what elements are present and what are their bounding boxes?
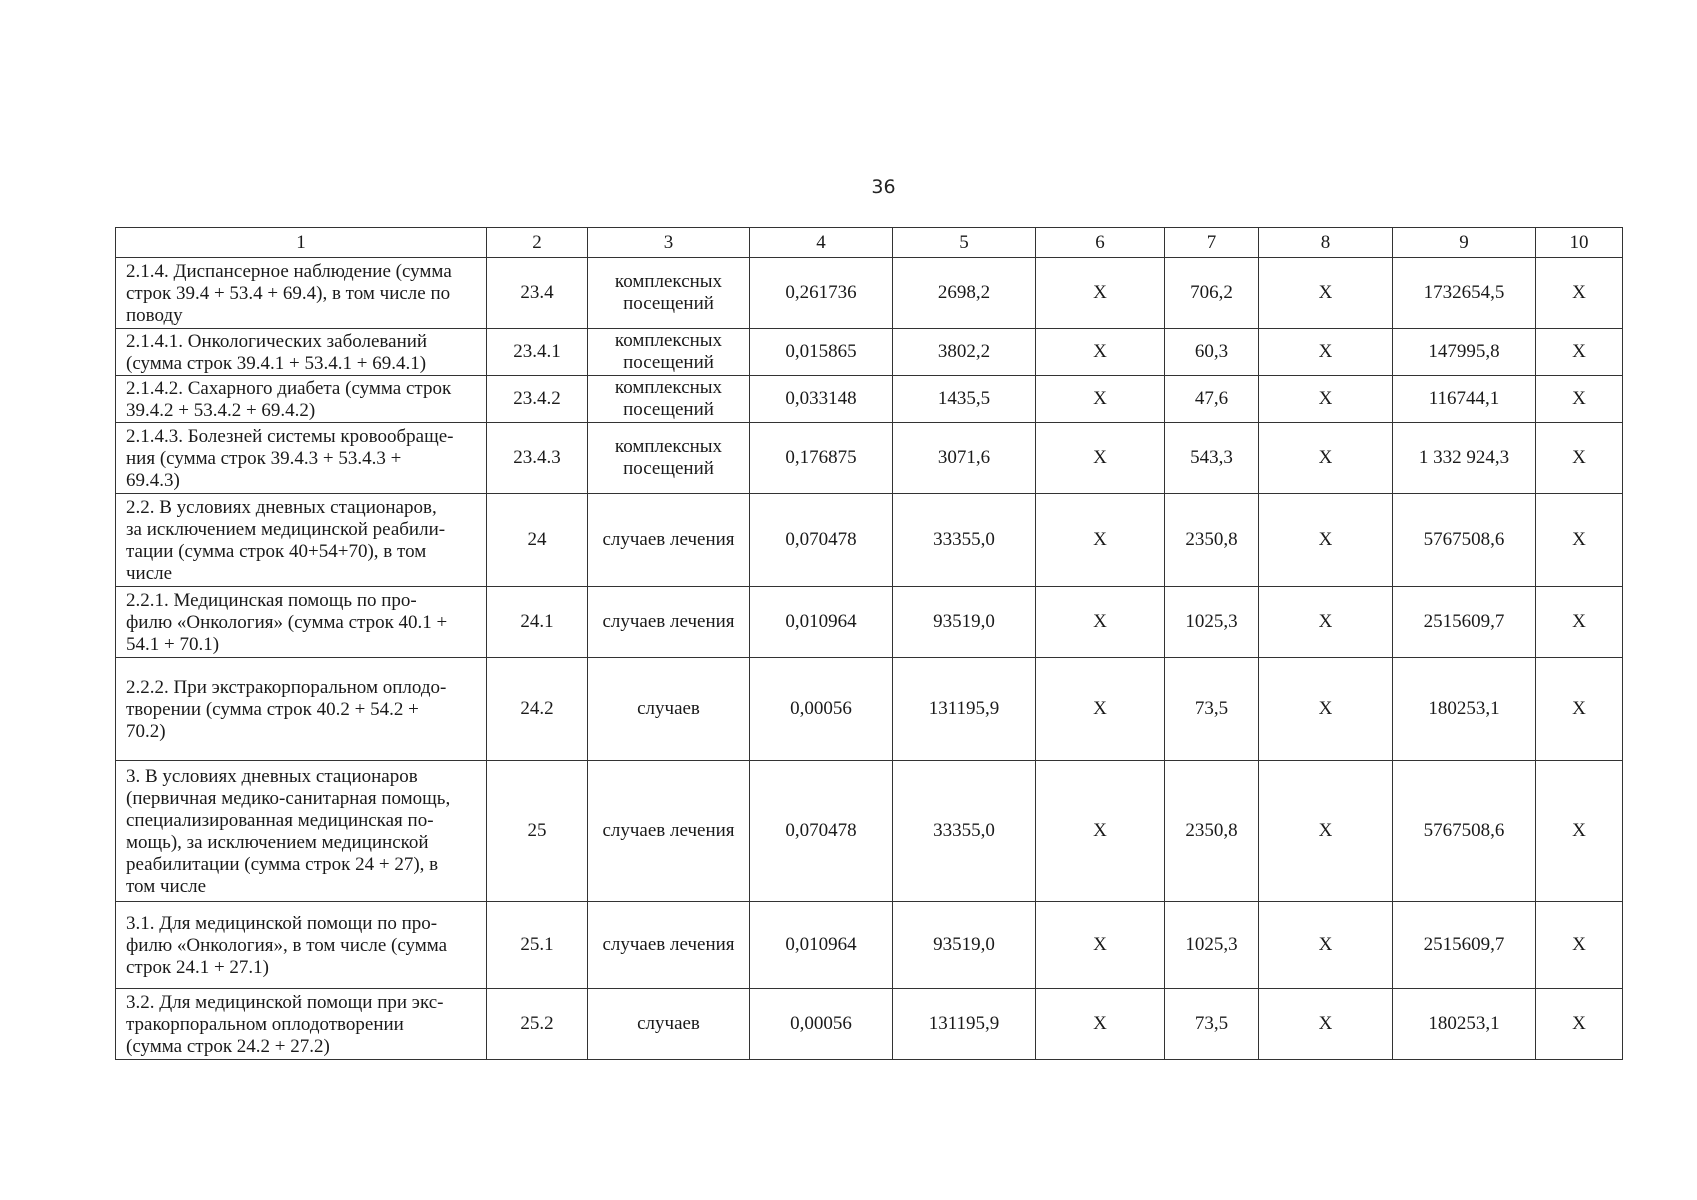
value-cell-c9: 147995,8 [1393,329,1536,376]
row-name-line: строк 24.1 + 27.1) [126,956,269,978]
unit-line: посещений [623,458,714,479]
value-cell-c10: X [1536,902,1623,989]
value-cell-c5: 131195,9 [893,658,1036,761]
table-row [116,423,1623,494]
value-cell-c6: X [1036,329,1165,376]
unit-line: случаев лечения [602,529,735,550]
table-row [116,761,1623,902]
unit-line: комплексных [614,271,723,292]
value-cell-c6: X [1036,761,1165,902]
row-name-line: специализированная медицинская по- [126,809,434,831]
row-name-line: числе [126,562,173,584]
table-row [116,258,1623,329]
value-cell-c5: 131195,9 [893,989,1036,1060]
row-name-line: 3.2. Для медицинской помощи при экс- [126,991,444,1013]
value-cell-c4: 0,070478 [750,494,893,587]
value-cell-c9: 116744,1 [1393,376,1536,423]
value-cell-c7: 73,5 [1165,658,1259,761]
unit-cell [588,587,750,658]
value-cell-c5: 33355,0 [893,494,1036,587]
row-name-line: 3. В условиях дневных стационаров [126,765,418,787]
row-name-line: тации (сумма строк 40+54+70), в том [126,540,427,562]
row-name-line: реабилитации (сумма строк 24 + 27), в [126,853,439,875]
value-cell-c6: X [1036,376,1165,423]
row-name-line: ния (сумма строк 39.4.3 + 53.4.3 + [126,447,402,469]
row-number-cell: 25 [487,761,588,902]
column-header: 8 [1259,228,1393,258]
value-cell-c4: 0,033148 [750,376,893,423]
value-cell-c9: 180253,1 [1393,989,1536,1060]
value-cell-c8: X [1259,494,1393,587]
value-cell-c5: 93519,0 [893,902,1036,989]
value-cell-c7: 2350,8 [1165,494,1259,587]
unit-cell [588,902,750,989]
value-cell-c5: 2698,2 [893,258,1036,329]
value-cell-c6: X [1036,587,1165,658]
table-row [116,376,1623,423]
row-name-cell [116,989,487,1060]
row-name-line: 2.1.4.3. Болезней системы кровообраще- [126,425,454,447]
value-cell-c6: X [1036,494,1165,587]
value-cell-c10: X [1536,376,1623,423]
row-name-line: (сумма строк 39.4.1 + 53.4.1 + 69.4.1) [126,352,427,374]
row-number-cell: 23.4.1 [487,329,588,376]
value-cell-c4: 0,070478 [750,761,893,902]
column-header: 4 [750,228,893,258]
value-cell-c6: X [1036,423,1165,494]
row-name-line: 2.2. В условиях дневных стационаров, [126,496,437,518]
row-name-line: 2.1.4.2. Сахарного диабета (сумма строк [126,377,452,399]
value-cell-c5: 3071,6 [893,423,1036,494]
row-name-line: мощь), за исключением медицинской [126,831,429,853]
unit-cell [588,258,750,329]
value-cell-c6: X [1036,258,1165,329]
unit-line: случаев лечения [602,820,735,841]
row-name-line: творении (сумма строк 40.2 + 54.2 + [126,698,419,720]
row-number-cell: 24.1 [487,587,588,658]
row-number-cell: 24 [487,494,588,587]
value-cell-c5: 93519,0 [893,587,1036,658]
row-name-cell [116,258,487,329]
row-name-line: тракорпоральном оплодотворении [126,1013,404,1035]
unit-cell [588,423,750,494]
value-cell-c9: 180253,1 [1393,658,1536,761]
value-cell-c10: X [1536,989,1623,1060]
page-number: 36 [871,176,896,198]
value-cell-c9: 5767508,6 [1393,494,1536,587]
unit-cell [588,761,750,902]
value-cell-c7: 60,3 [1165,329,1259,376]
unit-line: посещений [623,352,714,373]
row-name-line: 70.2) [126,720,166,742]
table-row [116,658,1623,761]
row-number-cell: 24.2 [487,658,588,761]
value-cell-c10: X [1536,423,1623,494]
row-name-line: за исключением медицинской реабили- [126,518,446,540]
value-cell-c7: 1025,3 [1165,587,1259,658]
unit-cell [588,989,750,1060]
value-cell-c6: X [1036,902,1165,989]
unit-cell [588,329,750,376]
column-header: 10 [1536,228,1623,258]
row-name-line: 2.1.4.1. Онкологических заболеваний [126,330,428,352]
unit-line: случаев [637,698,700,719]
value-cell-c8: X [1259,329,1393,376]
value-cell-c10: X [1536,658,1623,761]
unit-line: посещений [623,399,714,420]
value-cell-c9: 1732654,5 [1393,258,1536,329]
row-name-line: 69.4.3) [126,469,180,491]
value-cell-c8: X [1259,989,1393,1060]
row-number-cell: 25.2 [487,989,588,1060]
row-name-line: поводу [126,304,183,326]
value-cell-c7: 706,2 [1165,258,1259,329]
table-row [116,902,1623,989]
column-header: 1 [116,228,487,258]
row-name-line: (первичная медико-санитарная помощь, [126,787,451,809]
value-cell-c4: 0,261736 [750,258,893,329]
data-table [115,227,1623,1060]
unit-line: случаев [637,1013,700,1034]
unit-line: случаев лечения [602,611,735,632]
unit-line: комплексных [614,330,723,351]
row-name-cell [116,423,487,494]
value-cell-c8: X [1259,587,1393,658]
row-name-cell [116,658,487,761]
row-number-cell: 23.4.3 [487,423,588,494]
value-cell-c5: 3802,2 [893,329,1036,376]
row-name-line: строк 39.4 + 53.4 + 69.4), в том числе по [126,282,451,304]
value-cell-c10: X [1536,761,1623,902]
table-row [116,494,1623,587]
unit-line: комплексных [614,377,723,398]
table-row [116,989,1623,1060]
value-cell-c9: 2515609,7 [1393,587,1536,658]
value-cell-c10: X [1536,329,1623,376]
value-cell-c8: X [1259,902,1393,989]
row-name-line: 54.1 + 70.1) [126,633,220,655]
value-cell-c7: 2350,8 [1165,761,1259,902]
value-cell-c9: 5767508,6 [1393,761,1536,902]
unit-line: случаев лечения [602,934,735,955]
header-row [116,228,1623,258]
value-cell-c9: 1 332 924,3 [1393,423,1536,494]
value-cell-c7: 47,6 [1165,376,1259,423]
row-name-line: 2.2.2. При экстракорпоральном оплодо- [126,676,447,698]
value-cell-c5: 33355,0 [893,761,1036,902]
unit-line: комплексных [614,436,723,457]
value-cell-c7: 1025,3 [1165,902,1259,989]
value-cell-c5: 1435,5 [893,376,1036,423]
value-cell-c4: 0,010964 [750,587,893,658]
value-cell-c4: 0,015865 [750,329,893,376]
row-name-cell [116,329,487,376]
value-cell-c4: 0,00056 [750,989,893,1060]
row-name-line: филю «Онкология» (сумма строк 40.1 + [126,611,448,633]
row-name-cell [116,376,487,423]
value-cell-c10: X [1536,494,1623,587]
value-cell-c4: 0,00056 [750,658,893,761]
column-header: 2 [487,228,588,258]
value-cell-c4: 0,010964 [750,902,893,989]
value-cell-c4: 0,176875 [750,423,893,494]
row-name-line: 39.4.2 + 53.4.2 + 69.4.2) [126,399,316,421]
unit-line: посещений [623,293,714,314]
value-cell-c6: X [1036,989,1165,1060]
row-name-line: 2.2.1. Медицинская помощь по про- [126,589,417,611]
row-name-line: (сумма строк 24.2 + 27.2) [126,1035,330,1057]
value-cell-c7: 543,3 [1165,423,1259,494]
row-name-line: 2.1.4. Диспансерное наблюдение (сумма [126,260,452,282]
column-header: 5 [893,228,1036,258]
value-cell-c9: 2515609,7 [1393,902,1536,989]
column-header: 7 [1165,228,1259,258]
value-cell-c6: X [1036,658,1165,761]
value-cell-c8: X [1259,761,1393,902]
row-name-cell [116,494,487,587]
unit-cell [588,376,750,423]
value-cell-c10: X [1536,587,1623,658]
row-name-cell [116,587,487,658]
row-name-cell [116,761,487,902]
column-header: 6 [1036,228,1165,258]
row-number-cell: 23.4 [487,258,588,329]
value-cell-c8: X [1259,376,1393,423]
row-name-line: 3.1. Для медицинской помощи по про- [126,912,438,934]
row-number-cell: 25.1 [487,902,588,989]
value-cell-c8: X [1259,423,1393,494]
value-cell-c8: X [1259,258,1393,329]
row-number-cell: 23.4.2 [487,376,588,423]
value-cell-c7: 73,5 [1165,989,1259,1060]
table-row [116,329,1623,376]
value-cell-c8: X [1259,658,1393,761]
row-name-line: том числе [126,875,207,897]
column-header: 9 [1393,228,1536,258]
table-row [116,587,1623,658]
value-cell-c10: X [1536,258,1623,329]
row-name-cell [116,902,487,989]
column-header: 3 [588,228,750,258]
unit-cell [588,494,750,587]
row-name-line: филю «Онкология», в том числе (сумма [126,934,448,956]
unit-cell [588,658,750,761]
